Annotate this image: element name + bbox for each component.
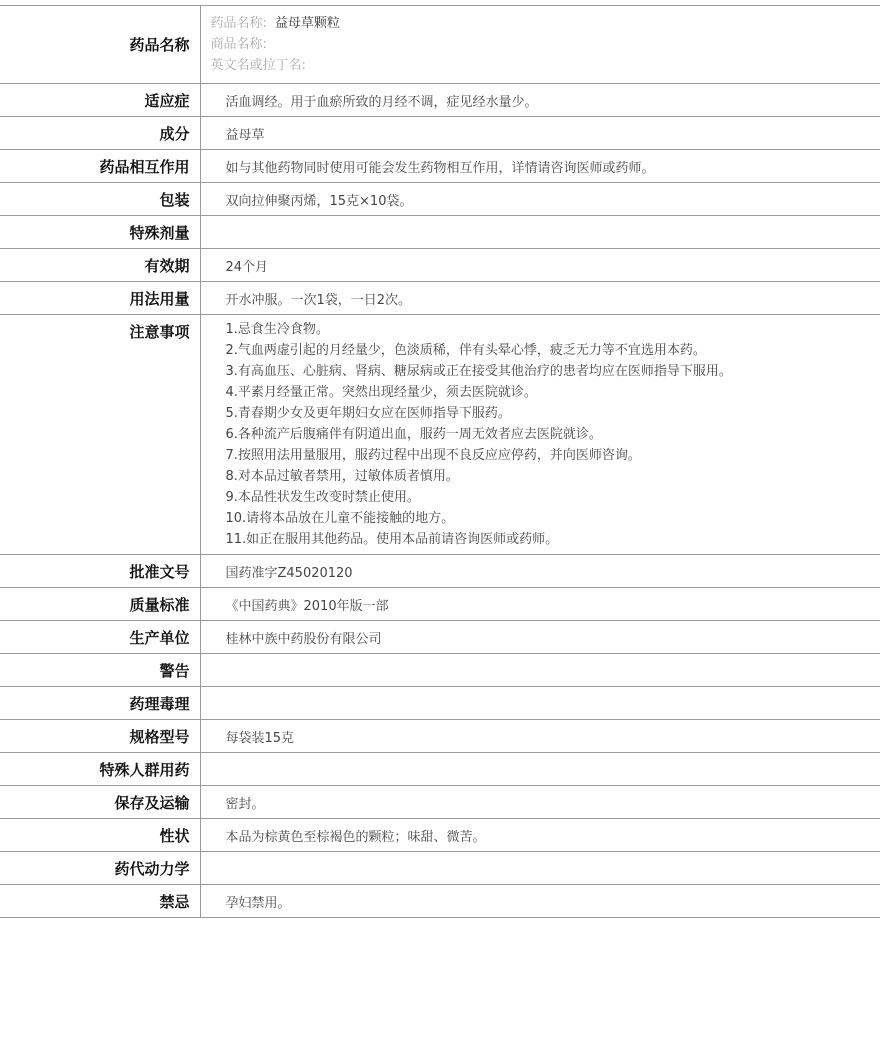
spec-row — [0, 117, 880, 150]
row-label: 用法用量 — [0, 282, 200, 315]
row-value: 开水冲服。一次1袋，一日2次。 — [200, 282, 880, 315]
row-value — [200, 687, 880, 720]
row-value — [200, 216, 880, 249]
row-label: 规格型号 — [0, 720, 200, 753]
row-value: 孕妇禁用。 — [200, 885, 880, 918]
row-label: 性状 — [0, 819, 200, 852]
generic-name-line — [211, 13, 880, 34]
row-label: 药理毒理 — [0, 687, 200, 720]
row-value: 桂林中族中药股份有限公司 — [200, 621, 880, 654]
generic-name-value: 益母草颗粒 — [274, 16, 340, 31]
spec-row — [0, 216, 880, 249]
row-precautions — [0, 315, 880, 555]
row-label: 包装 — [0, 183, 200, 216]
spec-row — [0, 720, 880, 753]
row-label: 警告 — [0, 654, 200, 687]
spec-row — [0, 621, 880, 654]
spec-row — [0, 84, 880, 117]
spec-row — [0, 753, 880, 786]
spec-row — [0, 654, 880, 687]
drug-spec-table — [0, 5, 880, 918]
list-item: 4.平素月经量正常。突然出现经量少，须去医院就诊。 — [225, 385, 537, 400]
row-value: 益母草 — [200, 117, 880, 150]
row-value — [200, 852, 880, 885]
trade-name-line — [211, 34, 880, 55]
row-value — [200, 654, 880, 687]
row-label: 特殊剂量 — [0, 216, 200, 249]
row-label: 适应症 — [0, 84, 200, 117]
row-label: 批准文号 — [0, 555, 200, 588]
spec-row — [0, 687, 880, 720]
spec-row — [0, 819, 880, 852]
list-item: 5.青春期少女及更年期妇女应在医师指导下服药。 — [225, 406, 511, 421]
spec-row — [0, 555, 880, 588]
precautions-list — [226, 319, 880, 550]
list-item: 9.本品性状发生改变时禁止使用。 — [225, 490, 420, 505]
row-label: 禁忌 — [0, 885, 200, 918]
spec-row — [0, 282, 880, 315]
trade-name-key: 商品名称: — [210, 37, 267, 52]
list-item: 6.各种流产后腹痛伴有阴道出血，服药一周无效者应去医院就诊。 — [225, 427, 602, 442]
list-item: 8.对本品过敏者禁用，过敏体质者慎用。 — [225, 469, 459, 484]
list-item: 2.气血两虚引起的月经量少，色淡质稀，伴有头晕心悸，疲乏无力等不宜选用本药。 — [225, 343, 706, 358]
row-value: 每袋装15克 — [200, 720, 880, 753]
list-item: 7.按照用法用量服用，服药过程中出现不良反应应停药，并向医师咨询。 — [225, 448, 641, 463]
list-item: 11.如正在服用其他药品。使用本品前请咨询医师或药师。 — [225, 532, 559, 547]
row-value: 活血调经。用于血瘀所致的月经不调，症见经水量少。 — [200, 84, 880, 117]
row-value: 如与其他药物同时使用可能会发生药物相互作用，详情请咨询医师或药师。 — [200, 150, 880, 183]
spec-row — [0, 150, 880, 183]
spec-row — [0, 885, 880, 918]
row-label: 质量标准 — [0, 588, 200, 621]
list-item: 10.请将本品放在儿童不能接触的地方。 — [225, 511, 455, 526]
row-label: 成分 — [0, 117, 200, 150]
spec-row — [0, 588, 880, 621]
row-label: 保存及运输 — [0, 786, 200, 819]
spec-row — [0, 249, 880, 282]
row-label: 有效期 — [0, 249, 200, 282]
generic-name-key: 药品名称: — [210, 16, 267, 31]
spec-row — [0, 183, 880, 216]
row-value: 24个月 — [200, 249, 880, 282]
spec-row — [0, 852, 880, 885]
row-label: 药品相互作用 — [0, 150, 200, 183]
english-name-key: 英文名或拉丁名: — [210, 58, 306, 73]
row-value: 本品为棕黄色至棕褐色的颗粒；味甜、微苦。 — [200, 819, 880, 852]
row-label: 生产单位 — [0, 621, 200, 654]
row-value: 双向拉伸聚丙烯，15克×10袋。 — [200, 183, 880, 216]
list-item: 3.有高血压、心脏病、肾病、糖尿病或正在接受其他治疗的患者均应在医师指导下服用。 — [225, 364, 732, 379]
row-value: 《中国药典》2010年版一部 — [200, 588, 880, 621]
row-drug-name — [0, 6, 880, 84]
row-value: 国药准字Z45020120 — [200, 555, 880, 588]
row-label: 药代动力学 — [0, 852, 200, 885]
english-name-line — [211, 55, 880, 76]
drug-name-cell — [200, 6, 880, 84]
row-label: 注意事项 — [0, 315, 200, 555]
row-value — [200, 753, 880, 786]
precautions-cell — [200, 315, 880, 555]
list-item: 1.忌食生冷食物。 — [225, 322, 329, 337]
spec-row — [0, 786, 880, 819]
row-label: 特殊人群用药 — [0, 753, 200, 786]
row-value: 密封。 — [200, 786, 880, 819]
row-label: 药品名称 — [0, 6, 200, 84]
